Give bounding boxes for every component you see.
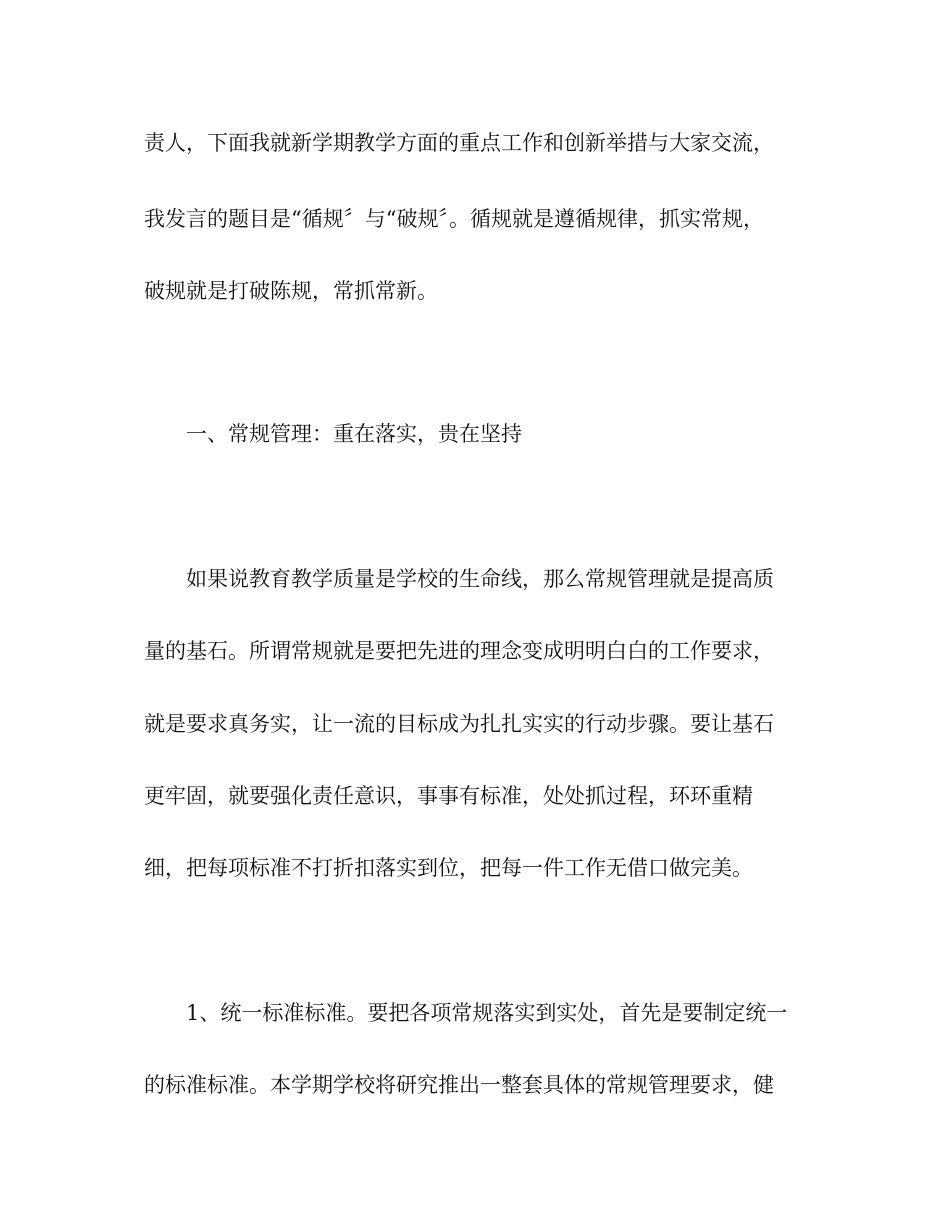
paragraph-line: 量的基石。所谓常规就是要把先进的理念变成明明白白的工作要求，	[144, 639, 774, 663]
paragraph-line: 就是要求真务实，让一流的目标成为扎扎实实的行动步骤。要让基石	[144, 712, 774, 736]
paragraph-line: 破规就是打破陈规，常抓常新。	[144, 279, 438, 303]
section-heading: 一、常规管理：重在落实，贵在坚持	[186, 422, 522, 446]
paragraph-line: 我发言的题目是“循规〞与“破规〞。循规就是遵循规律，抓实常规，	[144, 207, 764, 231]
paragraph-line: 细，把每项标准不打折扣落实到位，把每一件工作无借口做完美。	[144, 856, 753, 880]
paragraph-line: 责人，下面我就新学期教学方面的重点工作和创新举措与大家交流，	[144, 131, 774, 155]
paragraph-line: 1、统一标准标准。要把各项常规落实到实处，首先是要制定统一	[186, 1001, 788, 1025]
paragraph-line: 更牢固，就要强化责任意识，事事有标准，处处抓过程，环环重精	[144, 784, 753, 808]
paragraph-line: 的标准标准。本学期学校将研究推出一整套具体的常规管理要求，健	[144, 1073, 774, 1097]
paragraph-line: 如果说教育教学质量是学校的生命线，那么常规管理就是提高质	[186, 567, 774, 591]
